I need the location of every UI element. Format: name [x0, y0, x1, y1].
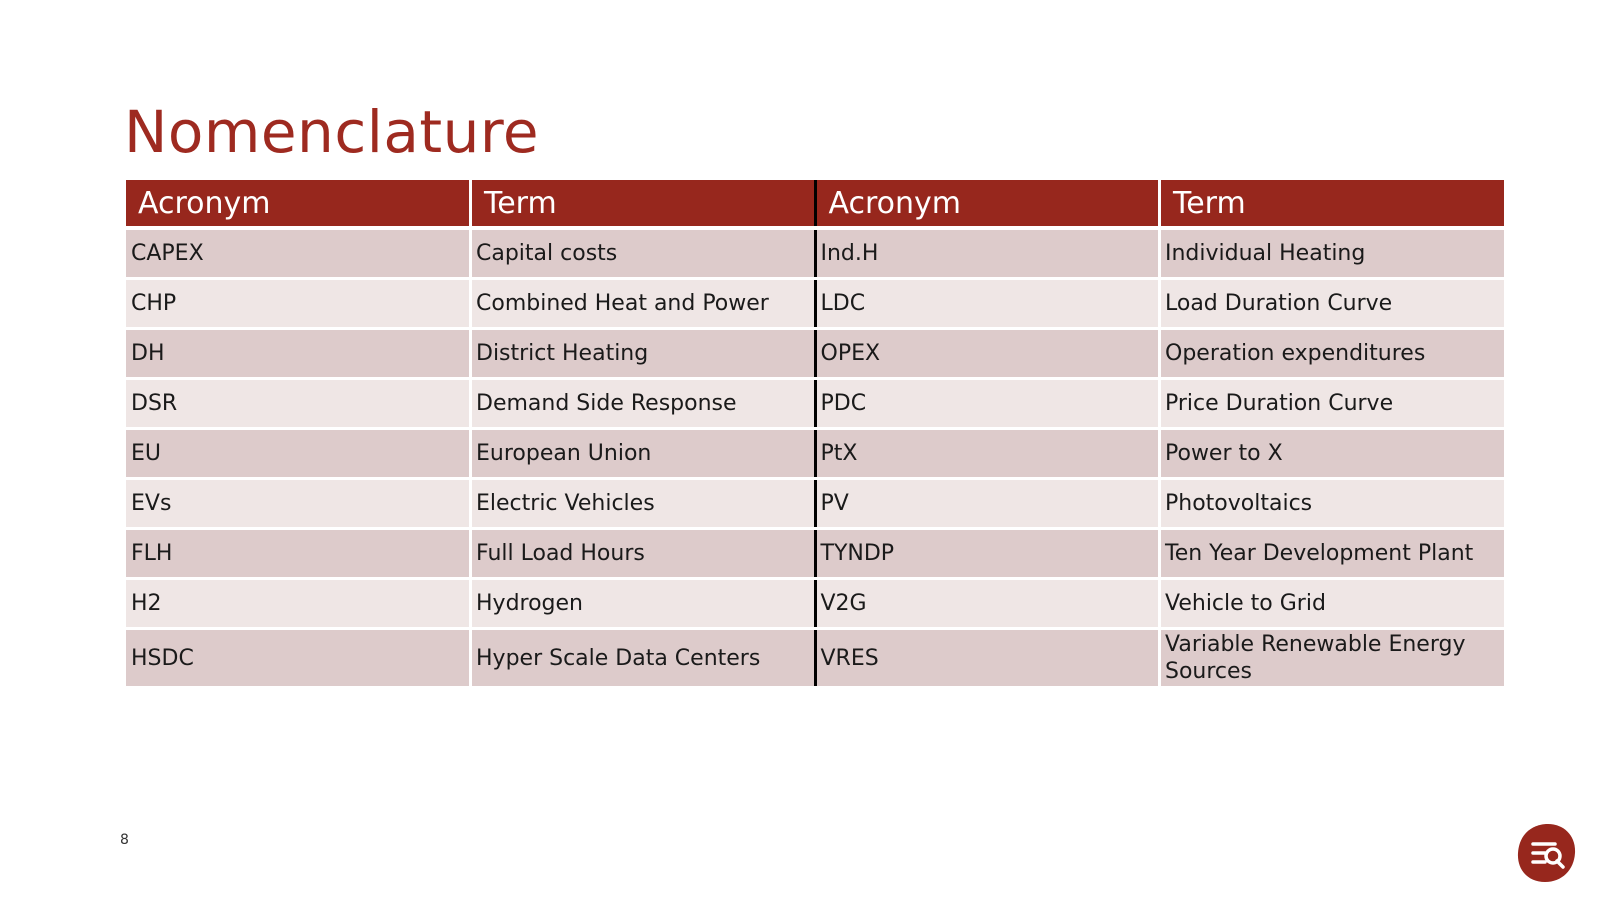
table-row — [126, 279, 1504, 329]
table-row — [126, 379, 1504, 429]
page-title: Nomenclature — [124, 98, 540, 166]
acronym-cell: PtX — [815, 429, 1160, 479]
acronym-cell: DSR — [126, 379, 471, 429]
acronym-cell: LDC — [815, 279, 1160, 329]
acronym-cell: PV — [815, 479, 1160, 529]
acronym-cell: DH — [126, 329, 471, 379]
term-cell: District Heating — [471, 329, 816, 379]
acronym-cell: PDC — [815, 379, 1160, 429]
term-cell: Combined Heat and Power — [471, 279, 816, 329]
acronym-cell: OPEX — [815, 329, 1160, 379]
term-cell: Load Duration Curve — [1160, 279, 1505, 329]
eq-logo-icon — [1515, 822, 1577, 884]
term-cell: Hyper Scale Data Centers — [471, 629, 816, 688]
acronym-cell: EU — [126, 429, 471, 479]
term-cell: Variable Renewable Energy Sources — [1160, 629, 1505, 688]
acronym-cell: CHP — [126, 279, 471, 329]
acronym-cell: V2G — [815, 579, 1160, 629]
table-row — [126, 228, 1504, 279]
acronym-cell: HSDC — [126, 629, 471, 688]
term-cell: European Union — [471, 429, 816, 479]
term-cell: Photovoltaics — [1160, 479, 1505, 529]
term-cell: Capital costs — [471, 228, 816, 279]
term-cell: Operation expenditures — [1160, 329, 1505, 379]
acronym-cell: TYNDP — [815, 529, 1160, 579]
acronym-cell: VRES — [815, 629, 1160, 688]
term-cell: Hydrogen — [471, 579, 816, 629]
term-cell: Price Duration Curve — [1160, 379, 1505, 429]
term-cell: Demand Side Response — [471, 379, 816, 429]
table-row — [126, 479, 1504, 529]
acronym-cell: CAPEX — [126, 228, 471, 279]
term-cell: Ten Year Development Plant — [1160, 529, 1505, 579]
page-number: 8 — [120, 832, 129, 848]
table-row — [126, 329, 1504, 379]
term-cell: Vehicle to Grid — [1160, 579, 1505, 629]
acronym-cell: EVs — [126, 479, 471, 529]
acronym-cell: Ind.H — [815, 228, 1160, 279]
term-cell: Power to X — [1160, 429, 1505, 479]
term-cell: Full Load Hours — [471, 529, 816, 579]
table-row — [126, 629, 1504, 688]
table-row — [126, 529, 1504, 579]
header-acronym-1: Acronym — [126, 180, 471, 228]
term-cell: Individual Heating — [1160, 228, 1505, 279]
header-term-2: Term — [1160, 180, 1505, 228]
term-cell: Electric Vehicles — [471, 479, 816, 529]
table-row — [126, 429, 1504, 479]
header-term-1: Term — [471, 180, 816, 228]
header-acronym-2: Acronym — [815, 180, 1160, 228]
table-header-row — [126, 180, 1504, 228]
nomenclature-table — [126, 180, 1504, 689]
table-row — [126, 579, 1504, 629]
acronym-cell: FLH — [126, 529, 471, 579]
acronym-cell: H2 — [126, 579, 471, 629]
